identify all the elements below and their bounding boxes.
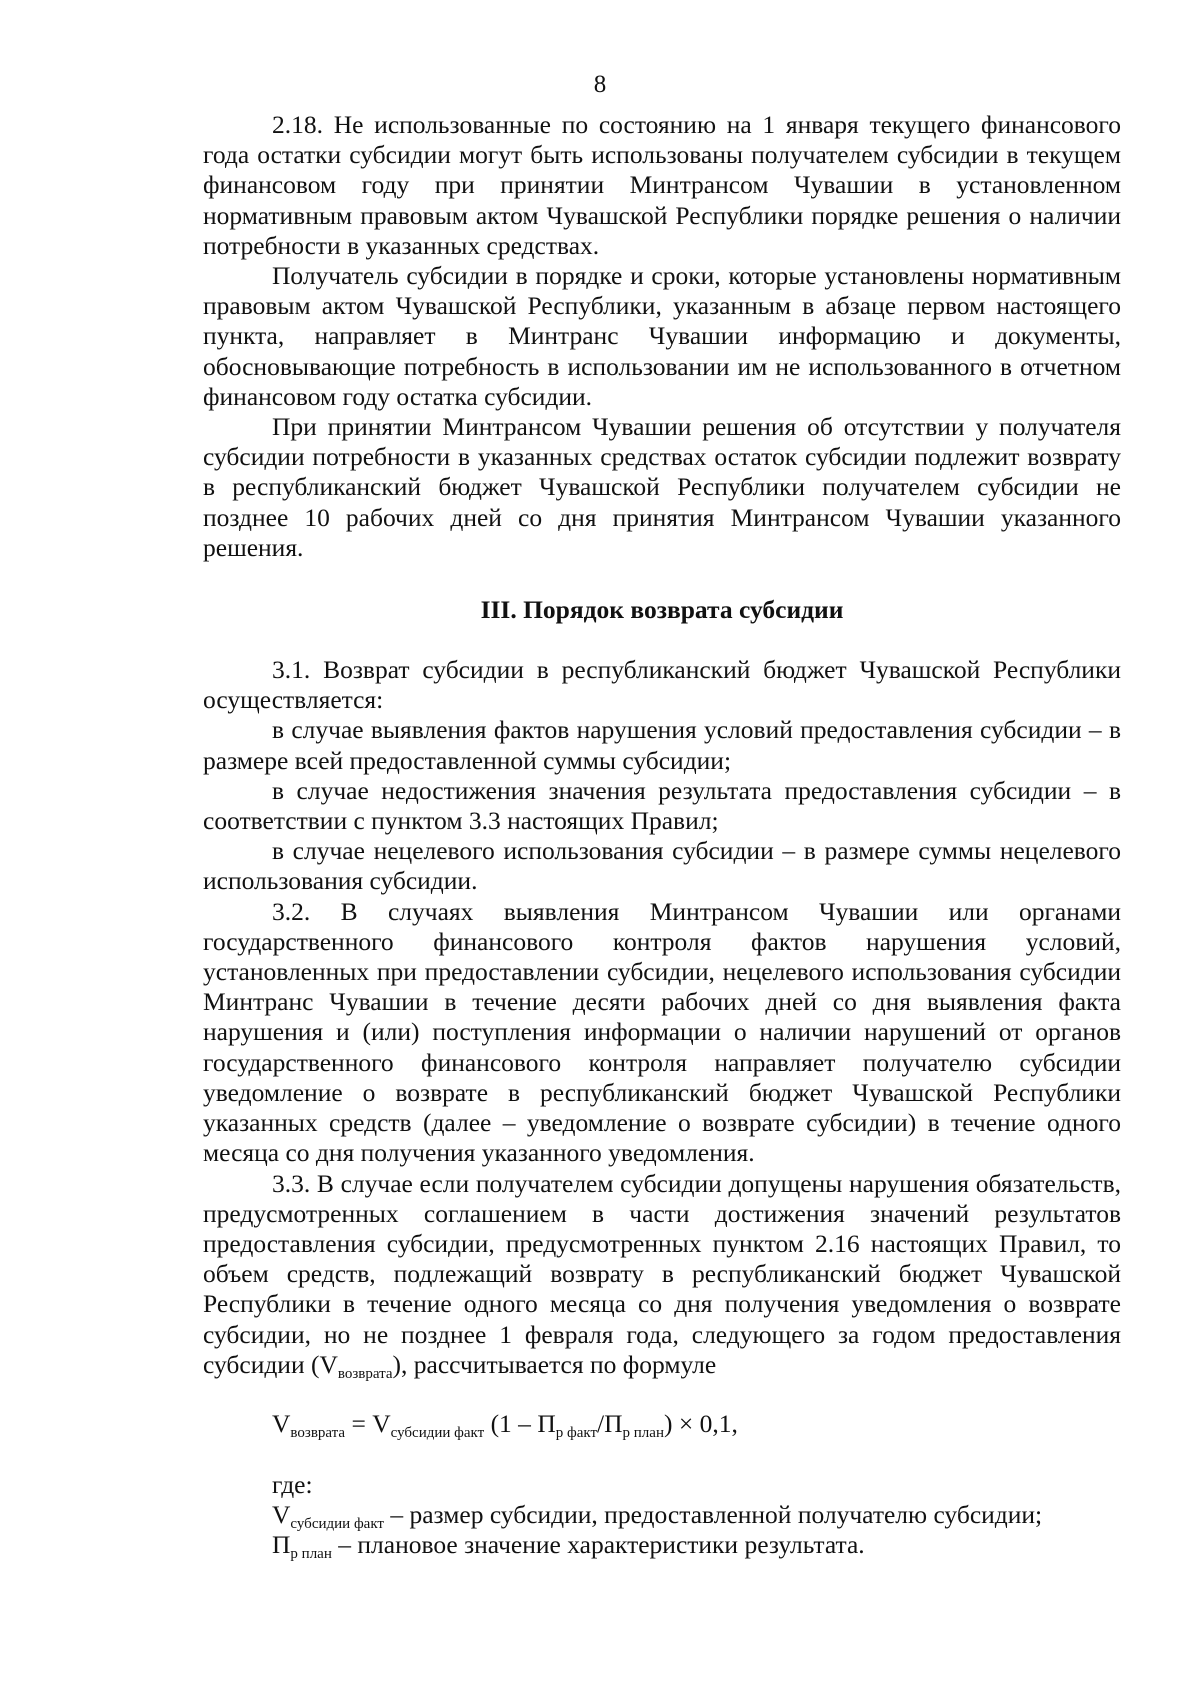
paragraph-no-need-return: При принятии Минтрансом Чувашии решения об отсутствии у получателя субсидии потребности в указанных средствах остаток субсидии подлежит возврату в республиканский бюджет Чувашской Республики получателем субсидии не позднее 10 рабочих дней со дня принятия Минтрансом Чувашии указанного решения. xyxy=(203,412,1121,562)
definition-p-plan: $П_{р план}$ – плановое значение характеристики результата. xyxy=(272,1530,865,1563)
var-v-return: $V_{возврата}$ xyxy=(319,1349,393,1382)
paragraph-2-18: 2.18. Не использованные по состоянию на 1 января текущего финансового года остатки субсидии могут быть использованы получателем субсидии в текущем финансовом году при принятии Минтрансом Чувашии в установленном нормативным правовым актом Чувашской Республики порядке решения о наличии потребности в указанных средствах. xyxy=(203,110,1121,260)
document-body xyxy=(203,110,1121,1561)
where-label: где: xyxy=(272,1469,313,1499)
paragraph-3-3-text: 3.3. В случае если получателем субсидии допущены нарушения обязательств, предусмотренных соглашением в части достижения значений результатов предоставления субсидии, предусмотренных пунктом 2.16 настоящих Правил, то объем средств, подлежащий возврату в республиканский бюджет Чувашской Республики в течение одного месяца со дня получения уведомления о возврате субсидии, но не позднее 1 февраля года, следующего за годом предоставления субсидии ( xyxy=(203,1168,1121,1379)
paragraph-3-2: 3.2. В случаях выявления Минтрансом Чувашии или органами государственного финансового контроля фактов нарушения условий, установленных при предоставлении субсидии, нецелевого использования субсидии Минтранс Чувашии в течение десяти рабочих дней со дня выявления факта нарушения и (или) поступления информации о наличии нарушений от органов государственного финансового контроля направляет получателю субсидии уведомление о возврате в республиканский бюджет Чувашской Республики указанных средств (далее – уведомление о возврате субсидии) в течение одного месяца со дня получения указанного уведомления. xyxy=(203,896,1121,1168)
paragraph-recipient-info: Получатель субсидии в порядке и сроки, которые установлены нормативным правовым актом Чувашской Республики, указанным в абзаце первом настоящего пункта, направляет в Минтранс Чувашии информацию и документы, обосновывающие потребность в использовании им не использованного в отчетном финансовом году остатка субсидии. xyxy=(203,261,1121,411)
paragraph-3-1: 3.1. Возврат субсидии в республиканский бюджет Чувашской Республики осуществляется: xyxy=(203,655,1121,715)
paragraph-case-result: в случае недостижения значения результата предоставления субсидии – в соответствии с пунктом 3.3 настоящих Правил; xyxy=(203,775,1121,836)
paragraph-3-3-tail: ), рассчитывается по формуле xyxy=(392,1349,717,1379)
definition-v-subsidy-fact: $V_{субсидии факт}$ – размер субсидии, предоставленной получателю субсидии; xyxy=(272,1500,1043,1533)
formula: $V_{возврата} = V_{субсидии факт}$ $(1 - П_{р факт}/П_{р план}) \times 0,1$, xyxy=(272,1408,738,1441)
paragraph-3-3 xyxy=(203,1169,1121,1380)
paragraph-case-misuse: в случае нецелевого использования субсидии – в размере суммы нецелевого использования субсидии. xyxy=(203,836,1121,896)
section-heading: III. Порядок возврата субсидии xyxy=(480,595,844,625)
paragraph-case-violation: в случае выявления фактов нарушения условий предоставления субсидии – в размере всей предоставленной суммы субсидии; xyxy=(203,715,1121,775)
page-number: 8 xyxy=(593,71,607,98)
